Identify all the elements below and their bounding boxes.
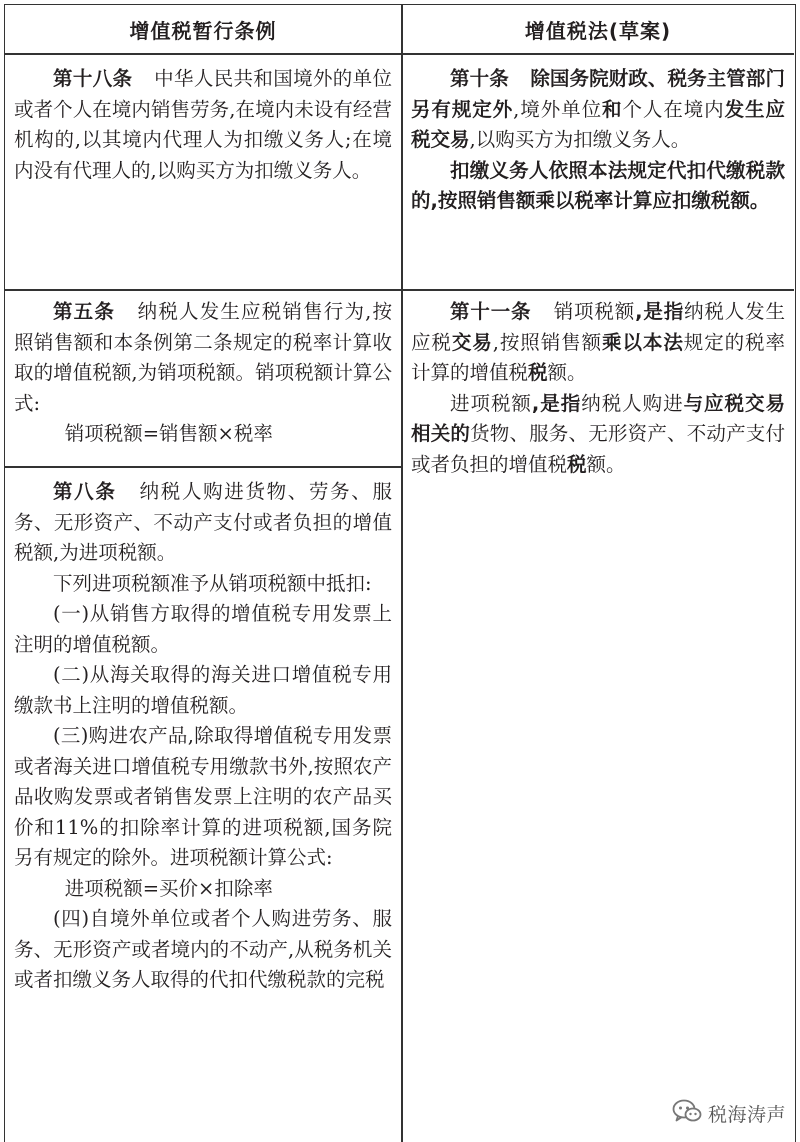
row1-divider bbox=[5, 289, 794, 291]
comparison-table bbox=[4, 4, 796, 1142]
draft-article-11-p2-text-2: 纳税人购进 bbox=[581, 391, 684, 415]
draft-article-11-p1 bbox=[411, 297, 785, 389]
draft-article-11-bold-1: ,是指 bbox=[635, 300, 685, 323]
header-right-title: 增值税法(草案) bbox=[524, 18, 672, 43]
draft-article-11-p2-bold-2: 与应税交易相关的 bbox=[411, 391, 785, 445]
draft-article-10-p2: 扣缴义务人依照本法规定代扣代缴税款的,按照销售额乘以税率计算应扣缴税额。 bbox=[411, 158, 785, 212]
draft-article-11-bold-3: 乘以本法 bbox=[602, 330, 684, 354]
draft-article-11-p2-bold-1: ,是指 bbox=[531, 391, 582, 415]
draft-article-10-p1 bbox=[411, 64, 785, 156]
row1-right-cell bbox=[402, 64, 794, 217]
draft-article-11-label: 第十一条 bbox=[450, 300, 532, 323]
article-5-label: 第五条 bbox=[53, 300, 116, 323]
article-8-paragraph bbox=[14, 477, 392, 569]
row1-left-cell bbox=[5, 64, 401, 186]
article-8-item-4: (四)自境外单位或者个人购进劳务、服务、无形资产或者境内的不动产,从税务机关或者扣缴义务人取得的代扣代缴税款的完税 bbox=[14, 907, 392, 991]
input-tax-formula: 进项税额=买价×扣除率 bbox=[64, 876, 273, 900]
article-8-label: 第八条 bbox=[53, 480, 117, 503]
draft-article-10-text-1: ,境外单位 bbox=[513, 97, 603, 121]
row2-right-cell bbox=[402, 297, 794, 480]
output-tax-formula: 销项税额=销售额×税率 bbox=[64, 422, 273, 445]
draft-article-11-bold-4: 税 bbox=[528, 361, 548, 384]
article-18-paragraph bbox=[14, 64, 392, 186]
draft-article-11-text-1: 销项税额 bbox=[552, 300, 636, 323]
draft-article-11-text-3: ,按照销售额 bbox=[492, 330, 603, 354]
watermark-text: 税海涛声 bbox=[707, 1103, 786, 1126]
article-8-p2: 下列进项税额准予从销项税额中抵扣: bbox=[53, 571, 372, 595]
header-left bbox=[5, 5, 401, 53]
wechat-icon bbox=[672, 1098, 702, 1128]
draft-article-10-bold-2: 和 bbox=[602, 97, 623, 121]
header-right bbox=[402, 5, 794, 53]
article-8-text: 纳税人购进货物、劳务、服务、无形资产、不动产支付或者负担的增值税额,为进项税额。 bbox=[14, 480, 392, 564]
article-5-text: 纳税人发生应税销售行为,按照销售额和本条例第二条规定的税率计算收取的增值税额,为销项税额。销项税额计算公式: bbox=[14, 300, 392, 415]
watermark bbox=[670, 1098, 788, 1128]
header-left-title: 增值税暂行条例 bbox=[129, 18, 277, 43]
row3-left-cell bbox=[5, 477, 401, 996]
draft-article-11-text-4: 规定的税率计算的增值税 bbox=[411, 330, 785, 384]
draft-article-10-bold-1: 除国务院财政、税务主管部门另有规定外 bbox=[411, 67, 785, 121]
article-5-paragraph bbox=[14, 297, 392, 419]
draft-article-10-bold-3: 发生应税交易 bbox=[411, 97, 785, 151]
article-8-item-2: (二)从海关取得的海关进口增值税专用缴款书上注明的增值税额。 bbox=[14, 663, 392, 717]
draft-article-11-p2-bold-3: 税 bbox=[567, 452, 587, 476]
row2-left-cell bbox=[5, 297, 401, 450]
draft-article-11-text-5: 额。 bbox=[547, 361, 587, 384]
row2-left-divider bbox=[5, 466, 401, 468]
draft-article-10-text-2: 个人在境内 bbox=[622, 97, 725, 121]
article-18-text: 中华人民共和国境外的单位或者个人在境内销售劳务,在境内未设有经营机构的,以其境内代理人为扣缴义务人;在境内没有代理人的,以购买方为扣缴义务人。 bbox=[14, 67, 392, 182]
draft-article-10-label: 第十条 bbox=[450, 67, 509, 90]
draft-article-11-p2 bbox=[411, 389, 785, 481]
draft-article-11-p2-text-3: 货物、服务、无形资产、不动产支付或者负担的增值税 bbox=[411, 422, 785, 476]
draft-article-10-text-3: ,以购买方为扣缴义务人。 bbox=[469, 128, 691, 151]
article-18-label: 第十八条 bbox=[53, 67, 133, 90]
draft-article-11-p2-text-4: 额。 bbox=[586, 452, 626, 476]
draft-article-11-bold-2: 交易 bbox=[451, 330, 493, 354]
article-8-item-3: (三)购进农产品,除取得增值税专用发票或者海关进口增值税专用缴款书外,按照农产品收购发票或者销售发票上注明的农产品买价和11%的扣除率计算的进项税额,国务院另有规定的除外。进项税额计算公式: bbox=[14, 724, 392, 869]
draft-article-11-p2-text-1: 进项税额 bbox=[450, 391, 532, 415]
draft-article-11-text-2: 纳税人发生应税 bbox=[411, 300, 785, 354]
article-8-item-1: (一)从销售方取得的增值税专用发票上注明的增值税额。 bbox=[14, 602, 392, 656]
header-divider bbox=[5, 53, 794, 55]
